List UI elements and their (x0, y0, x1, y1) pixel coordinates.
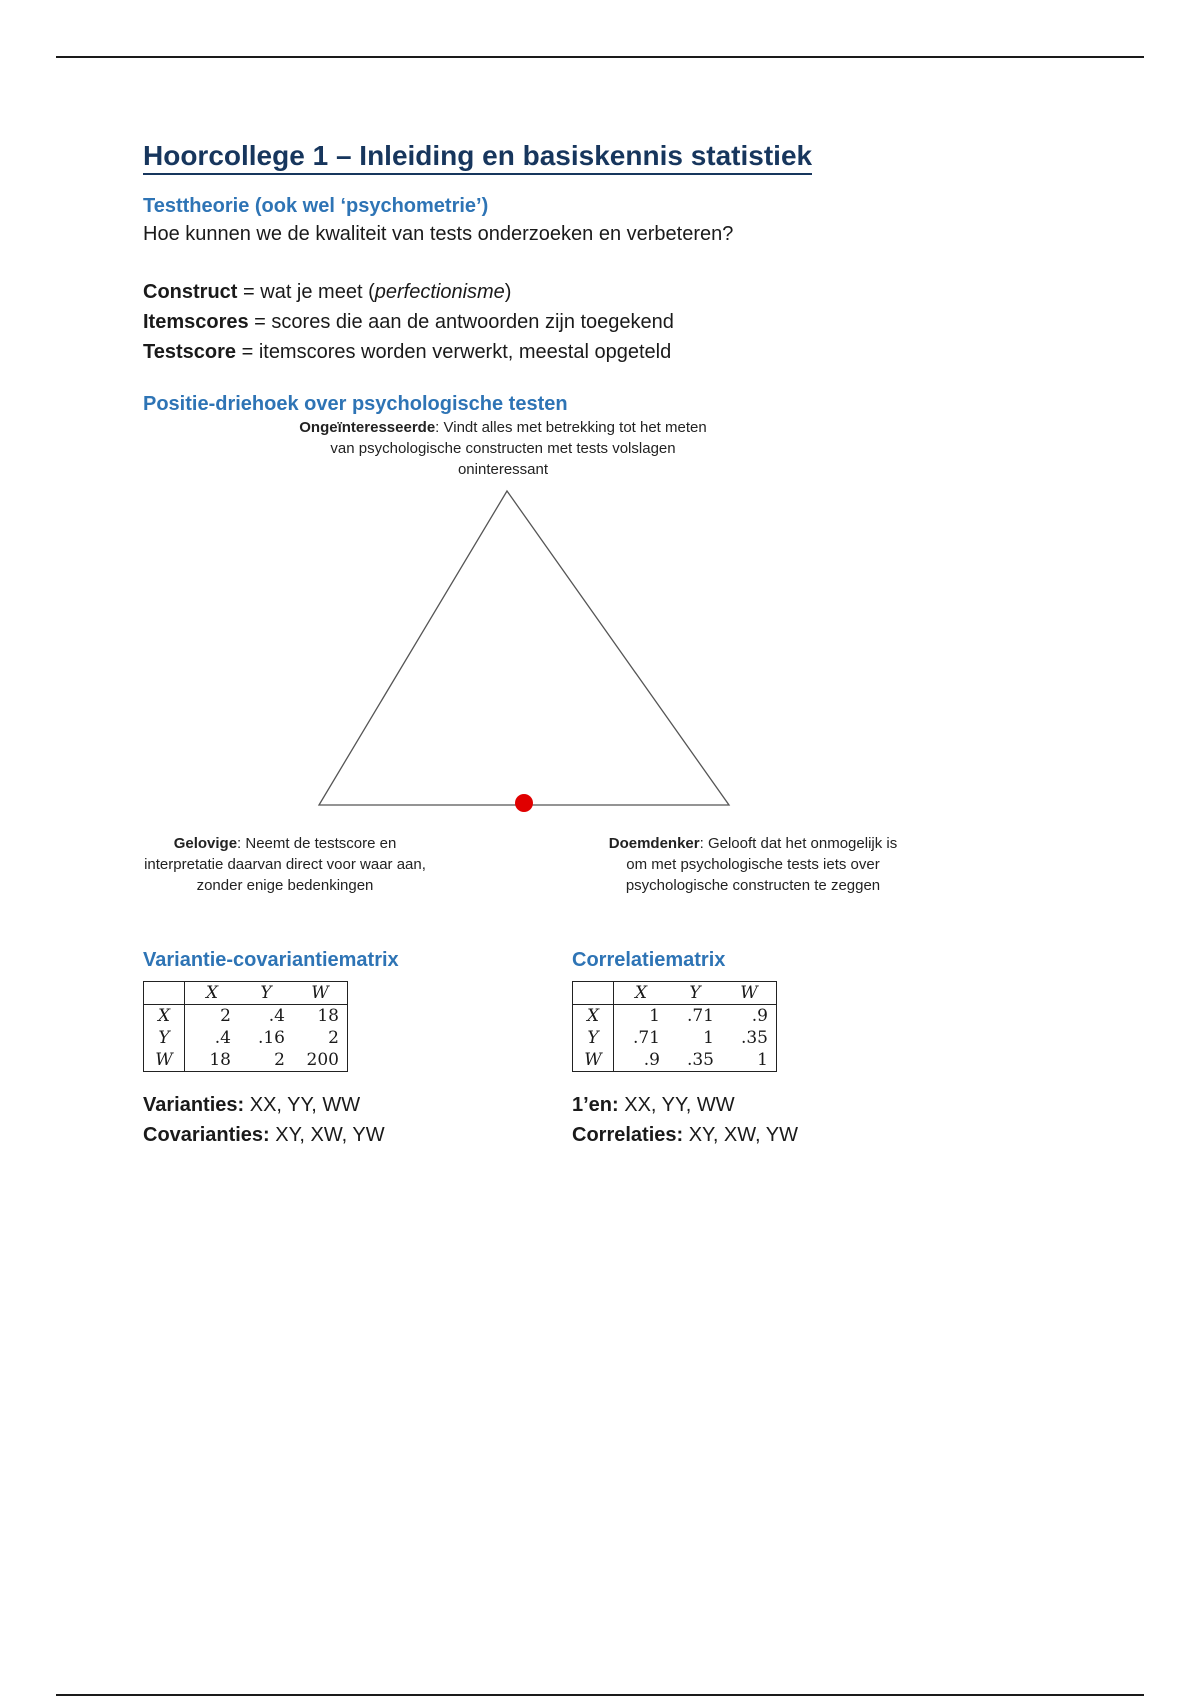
caption-doemdenker (603, 833, 903, 896)
correlation-note-enen (572, 1090, 992, 1120)
caption-term: Gelovige (173, 835, 238, 852)
testtheorie-section (143, 193, 1143, 249)
definition-term: Itemscores (143, 311, 249, 333)
row-header: Y (144, 1027, 185, 1049)
table-row (144, 1005, 348, 1028)
variance-matrix-block (143, 947, 563, 1150)
caption-text: : Gelooft dat het onmogelijk is om met psychologische tests iets over psychologische constructen te zeggen (625, 835, 898, 894)
table-header-row (573, 982, 777, 1005)
table-cell: 200 (306, 1050, 339, 1070)
table-cell: 1 (703, 1028, 714, 1048)
table-cell: 2 (328, 1028, 339, 1048)
column-header: W (293, 982, 348, 1005)
row-header: Y (573, 1027, 614, 1049)
top-rule (56, 56, 1144, 58)
table-cell: .9 (643, 1050, 660, 1070)
definition-testscore (143, 337, 1143, 367)
table-cell: .4 (214, 1028, 231, 1048)
note-text: XY, XW, YW (269, 1124, 385, 1146)
table-row (573, 1027, 777, 1049)
table-row (573, 1005, 777, 1028)
bottom-rule (56, 1694, 1144, 1696)
definition-term: Construct (143, 281, 238, 303)
column-header: Y (668, 982, 722, 1005)
table-cell: .4 (268, 1006, 285, 1026)
definition-italic: perfectionisme (374, 281, 505, 303)
table-row (573, 1049, 777, 1072)
correlation-note-correlaties (572, 1120, 992, 1150)
position-triangle-figure (143, 417, 903, 937)
variance-matrix-table (143, 981, 348, 1072)
definition-term: Testscore (143, 341, 237, 363)
table-cell: .9 (751, 1006, 768, 1026)
row-header: X (144, 1005, 185, 1028)
table-cell: 1 (757, 1050, 768, 1070)
page-content (143, 140, 1143, 1167)
note-label: Covarianties: (143, 1124, 270, 1146)
definition-sep: = (236, 341, 259, 363)
note-text: XX, YY, WW (618, 1094, 735, 1116)
table-cell: 2 (220, 1006, 231, 1026)
caption-gelovige (135, 833, 435, 896)
row-header: X (573, 1005, 614, 1028)
row-header: W (573, 1049, 614, 1072)
variance-note-covarianties (143, 1120, 563, 1150)
table-cell: 18 (317, 1006, 339, 1026)
definition-text: itemscores worden verwerkt, meestal opgeteld (258, 341, 672, 363)
table-cell: 18 (209, 1050, 231, 1070)
table-cell: .71 (686, 1006, 714, 1026)
caption-ongeinteresseerde (293, 417, 713, 480)
table-cell: 1 (649, 1006, 660, 1026)
definition-sep: = (248, 311, 272, 333)
definition-text: wat je meet ( (260, 281, 375, 303)
column-header: W (722, 982, 777, 1005)
matrices-section (143, 947, 1143, 1167)
table-corner (573, 982, 614, 1005)
variance-matrix-heading: Variantie-covariantiematrix (143, 949, 399, 971)
caption-text: : Vindt alles met betrekking tot het meten van psychologische constructen met tests volslagen oninteressant (330, 419, 707, 478)
correlation-matrix-table (572, 981, 777, 1072)
definition-construct (143, 277, 1143, 307)
column-header: X (614, 982, 669, 1005)
note-label: Correlaties: (572, 1124, 684, 1146)
table-cell: .71 (632, 1028, 660, 1048)
row-header: W (144, 1049, 185, 1072)
page-title: Hoorcollege 1 – Inleiding en basiskennis statistiek (143, 140, 812, 175)
caption-term: Ongeïnteresseerde (299, 419, 436, 436)
definition-sep: = (237, 281, 261, 303)
variance-notes (143, 1090, 563, 1150)
variance-note-varianties (143, 1090, 563, 1120)
definition-text: scores die aan de antwoorden zijn toegekend (271, 311, 674, 333)
table-cell: .16 (257, 1028, 285, 1048)
note-text: XX, YY, WW (244, 1094, 361, 1116)
caption-term: Doemdenker (608, 835, 700, 852)
definition-after: ) (504, 281, 512, 303)
column-header: Y (239, 982, 293, 1005)
caption-text: : Neemt de testscore en interpretatie daarvan direct voor waar aan, zonder enige bedenkingen (144, 835, 426, 894)
table-corner (144, 982, 185, 1005)
note-text: XY, XW, YW (683, 1124, 799, 1146)
testtheorie-question: Hoe kunnen we de kwaliteit van tests onderzoeken en verbeteren? (143, 223, 734, 245)
column-header: X (185, 982, 240, 1005)
table-header-row (144, 982, 348, 1005)
triangle-heading: Positie-driehoek over psychologische testen (143, 393, 568, 415)
table-row (144, 1027, 348, 1049)
table-cell: 2 (274, 1050, 285, 1070)
note-label: Varianties: (143, 1094, 245, 1116)
table-cell: .35 (740, 1028, 768, 1048)
triangle-shape (319, 491, 729, 805)
correlation-notes (572, 1090, 992, 1150)
definition-itemscores (143, 307, 1143, 337)
correlation-matrix-heading: Correlatiematrix (572, 949, 726, 971)
table-cell: .35 (686, 1050, 714, 1070)
testtheorie-heading: Testtheorie (ook wel ‘psychometrie’) (143, 195, 489, 217)
correlation-matrix-block (572, 947, 992, 1150)
note-label: 1’en: (572, 1094, 619, 1116)
table-row (144, 1049, 348, 1072)
position-marker (515, 794, 533, 812)
definitions-list (143, 277, 1143, 367)
